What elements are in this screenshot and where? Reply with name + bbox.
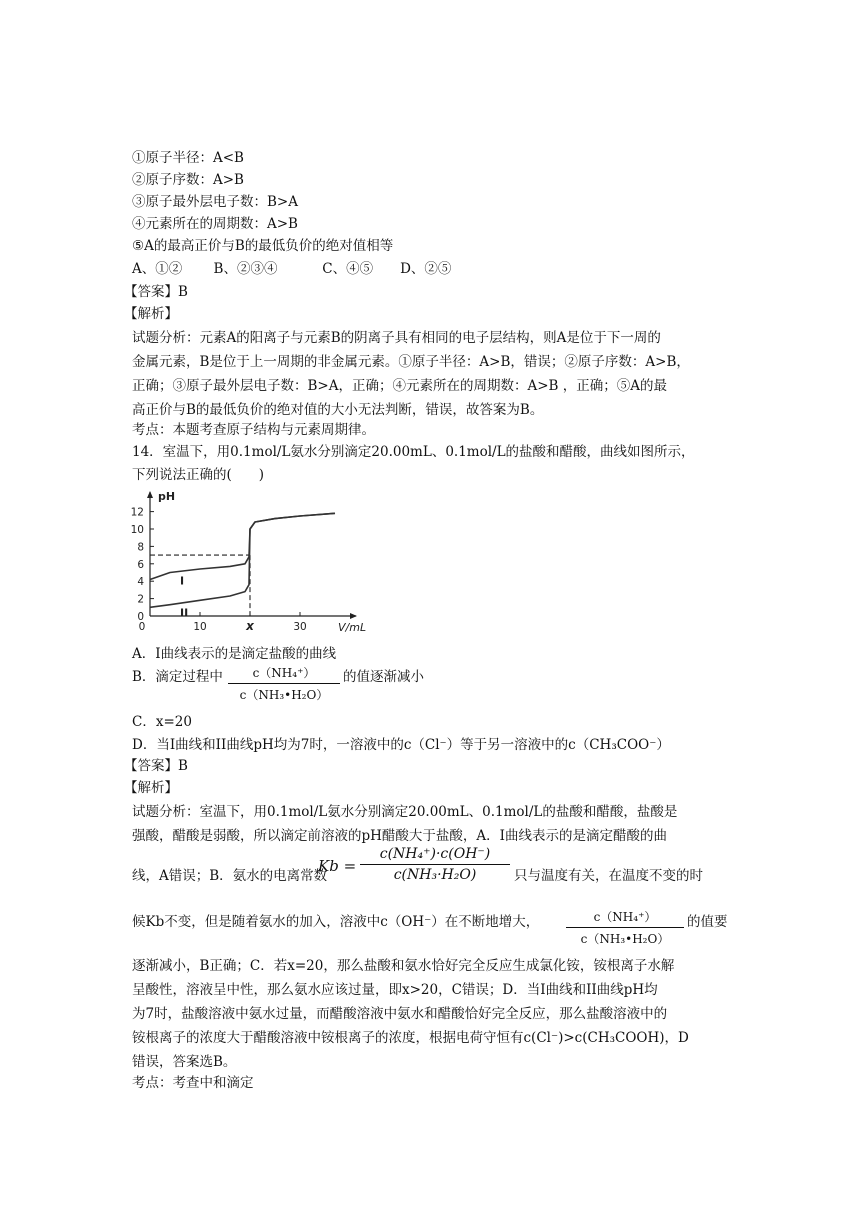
q14-analysis-line-4-pre: 候Kb不变，但是随着氨水的加入，溶液中c（OH⁻）在不断地增大， [132, 914, 540, 930]
curve-i [150, 513, 335, 579]
q13-option-4: ④元素所在的周期数：A>B [132, 216, 298, 232]
chart-ticks [131, 507, 307, 633]
option-b-fraction-numerator: c（NH₄⁺） [252, 666, 316, 680]
q14-stem-line-1: 14．室温下，用0.1mol/L氨水分别滴定20.00mL、0.1mol/L的盐酸和醋酸，曲线如图所示， [132, 444, 695, 460]
q14-kaodian: 考点：考查中和滴定 [132, 1075, 254, 1091]
q13-kaodian: 考点：本题考查原子结构与元素周期律。 [132, 422, 375, 438]
y-tick-label: 8 [137, 541, 144, 554]
x-tick-label: 10 [193, 621, 207, 633]
q13-analysis-heading: 【解析】 [124, 306, 178, 322]
q14-analysis-rest-4: 铵根离子的浓度大于醋酸溶液中铵根离子的浓度，根据电荷守恒有c(Cl⁻)>c(CH₃COOH)，D [132, 1030, 689, 1046]
y-tick-label: 10 [130, 524, 144, 536]
q14-analysis-rest-5: 错误，答案选B。 [132, 1054, 237, 1070]
q14-analysis-rest-1: 逐渐减小，B正确；C．若x=20，那么盐酸和氨水恰好完全反应生成氯化铵，铵根离子水解 [132, 958, 675, 974]
x-tick-label: x [246, 619, 254, 633]
x-tick-label: 0 [138, 621, 146, 633]
q13-analysis-line-1: 试题分析：元素A的阳离子与元素B的阴离子具有相同的电子层结构，则A是位于下一周的 [132, 330, 661, 346]
x-tick-label: 30 [293, 621, 307, 633]
q14-option-b-pre: B．滴定过程中 [132, 669, 223, 685]
q14-stem-line-2: 下列说法正确的( ) [132, 467, 265, 483]
chart-curves [150, 513, 335, 607]
ph-titration-chart [128, 486, 378, 636]
curve-label-i: I [180, 574, 185, 588]
q14-option-b-post: 的值逐渐减小 [343, 669, 424, 685]
y-axis-arrow [147, 491, 153, 498]
q13-answer: 【答案】B [124, 284, 188, 300]
q13-option-5: ⑤A的最高正价与B的最低负价的绝对值相等 [132, 238, 394, 254]
q14-analysis-line-3-post: 只与温度有关，在温度不变的时 [514, 868, 703, 884]
q14-answer: 【答案】B [124, 758, 188, 774]
x-axis-arrow [350, 613, 357, 619]
q13-option-2: ②原子序数：A>B [132, 172, 244, 188]
q14-analysis-line-2: 强酸，醋酸是弱酸，所以滴定前溶液的pH醋酸大于盐酸，A．I曲线表示的是滴定醋酸的曲 [132, 828, 667, 844]
analysis-fraction [566, 908, 684, 947]
q13-option-1: ①原子半径：A<B [132, 150, 244, 166]
y-tick-label: 2 [137, 593, 144, 606]
q14-analysis-rest-2: 呈酸性，溶液呈中性，那么氨水应该过量，即x>20，C错误；D．当I曲线和II曲线pH均 [132, 982, 658, 998]
q14-option-a: A．I曲线表示的是滴定盐酸的曲线 [132, 646, 337, 662]
q14-analysis-line-4-post: 的值要 [687, 914, 728, 930]
curve-label-ii: II [180, 606, 189, 620]
q14-analysis-line-3-pre: 线，A错误；B．氨水的电离常数 [132, 868, 328, 884]
y-tick-label: 0 [137, 611, 144, 623]
y-tick-label: 12 [130, 506, 144, 519]
q14-option-d: D．当I曲线和II曲线pH均为7时，一溶液中的c（Cl⁻）等于另一溶液中的c（CH₃COO⁻） [132, 737, 670, 753]
q13-option-3: ③原子最外层电子数：B>A [132, 194, 298, 210]
x-axis-label: V/mL [338, 621, 367, 634]
kb-fraction [360, 846, 510, 883]
q13-analysis-line-3: 正确；③原子最外层电子数：B>A，正确；④元素所在的周期数：A>B ，正确；⑤A的最 [132, 378, 668, 394]
kb-fraction-numerator: c(NH₄⁺)·c(OH⁻) [379, 846, 491, 862]
kb-fraction-denominator: c(NH₃·H₂O) [393, 867, 477, 883]
kb-symbol: Kb = [318, 857, 357, 875]
chart-labels [158, 490, 366, 634]
q13-choices: A、①② B、②③④ C、④⑤ D、②⑤ [132, 261, 452, 277]
q14-analysis-line-1: 试题分析：室温下，用0.1mol/L氨水分别滴定20.00mL、0.1mol/L的盐酸和醋酸，盐酸是 [132, 804, 678, 820]
q14-option-c: C．x=20 [132, 714, 192, 730]
y-axis-label: pH [158, 490, 176, 503]
y-tick-label: 4 [137, 576, 144, 589]
y-tick-label: 6 [137, 558, 144, 571]
option-b-fraction-denominator: c（NH₃•H₂O） [239, 688, 329, 702]
analysis-fraction-denominator: c（NH₃•H₂O） [580, 932, 670, 946]
curve-ii [150, 513, 335, 607]
option-b-fraction [228, 664, 340, 703]
analysis-fraction-numerator: c（NH₄⁺） [593, 910, 657, 924]
q14-analysis-heading: 【解析】 [124, 780, 178, 796]
q14-analysis-rest-3: 为7时，盐酸溶液中氨水过量，而醋酸溶液中氨水和醋酸恰好完全反应，那么盐酸溶液中的 [132, 1006, 668, 1022]
kb-fraction-bar [360, 864, 510, 865]
q13-analysis-line-2: 金属元素，B是位于上一周期的非金属元素。①原子半径：A>B，错误；②原子序数：A>B， [132, 354, 690, 370]
chart-guides [150, 555, 250, 616]
q13-analysis-line-4: 高正价与B的最低负价的绝对值的大小无法判断，错误，故答案为B。 [132, 402, 544, 418]
